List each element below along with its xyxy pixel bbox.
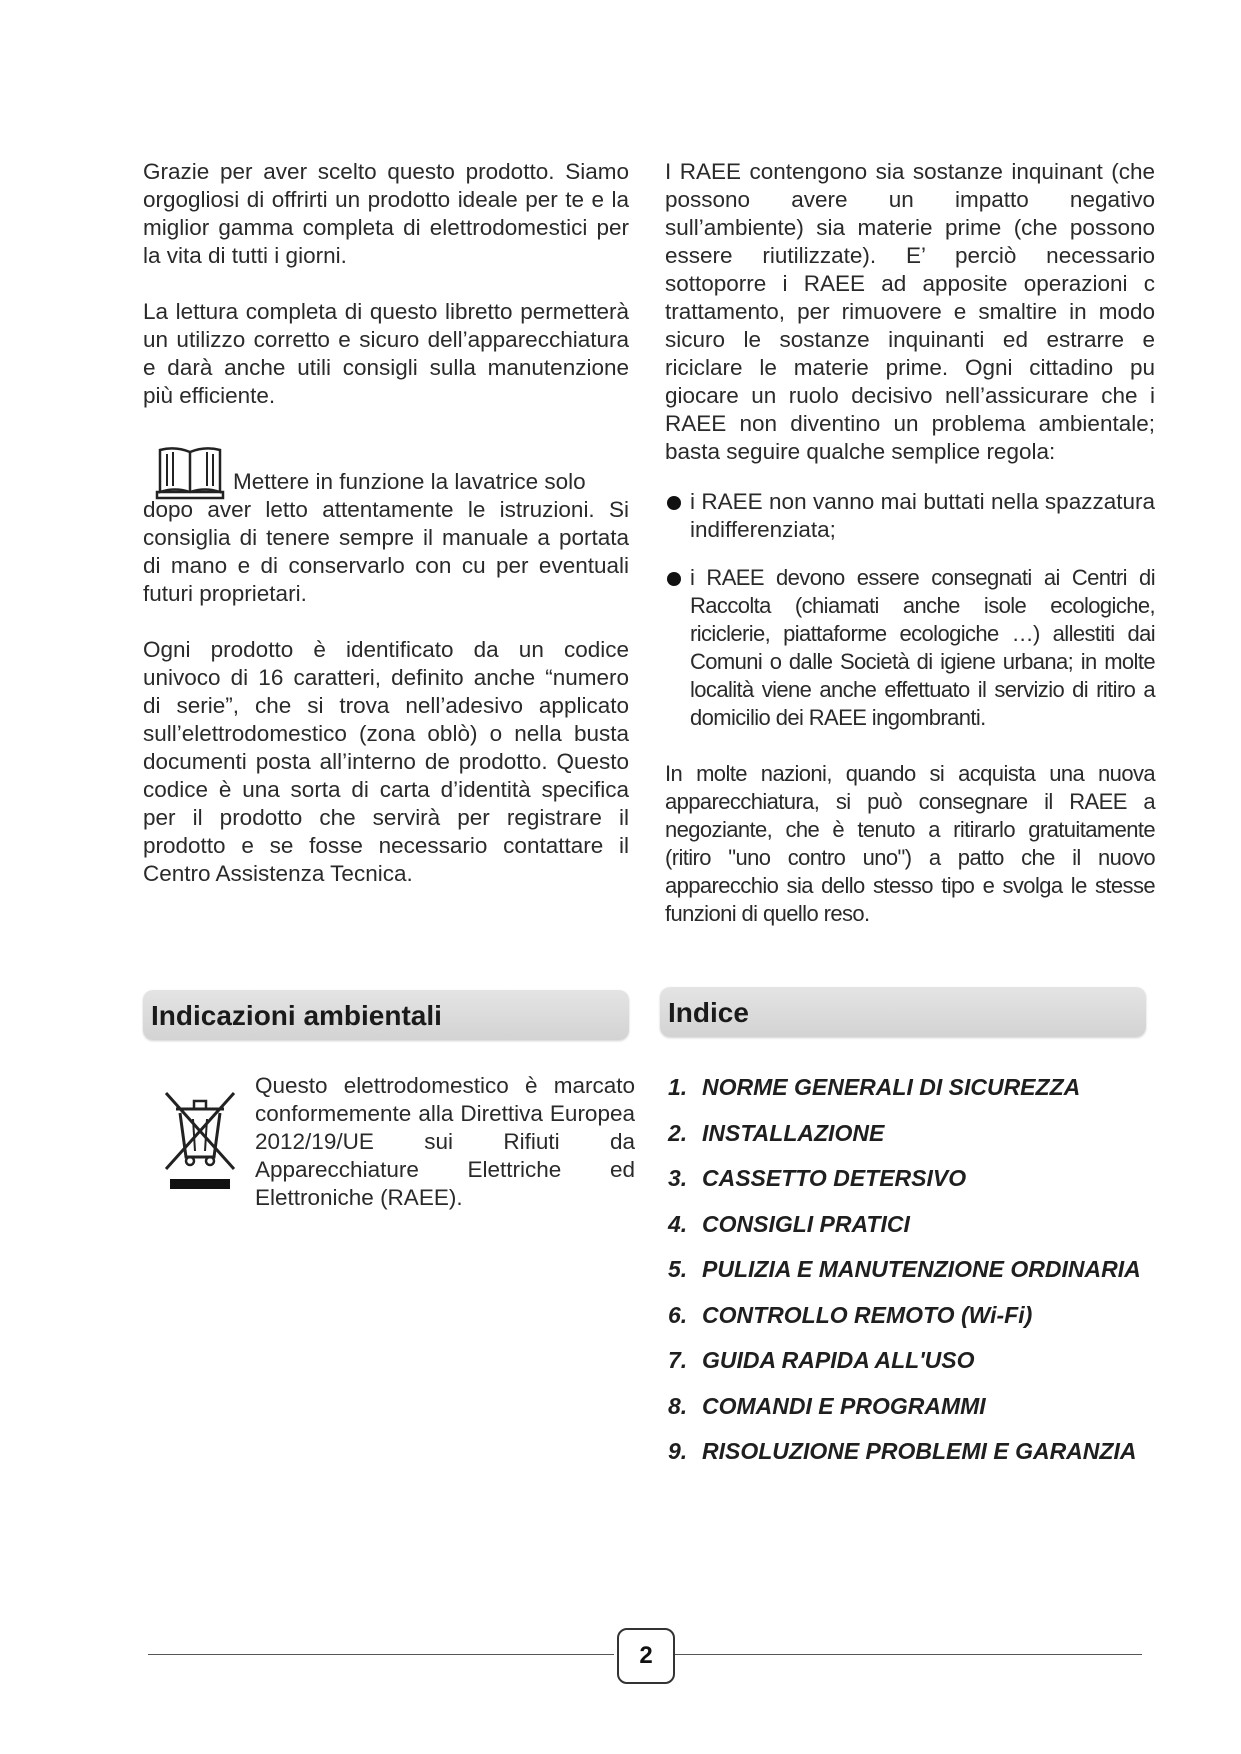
open-book-icon [155,442,225,502]
index-item[interactable]: 5. PULIZIA E MANUTENZIONE ORDINARIA [668,1256,1141,1282]
index-item[interactable]: 2. INSTALLAZIONE [668,1119,885,1146]
index-item[interactable]: 8. COMANDI E PROGRAMMI [668,1392,986,1419]
footer-divider-right [674,1654,1142,1655]
index-item[interactable]: 1. NORME GENERALI DI SICUREZZA [668,1074,1081,1100]
left-column [143,158,629,888]
bullet-item [665,564,1155,732]
bullet-text: i RAEE devono essere consegnati ai Centri di Raccolta (chiamati anche isole ecologiche, riciclerie, piattaforme ecologiche …) allestiti dai Comuni o dalle Società di igiene urbana; in molte località viene anche effettuato il servizio di ritiro a domicilio dei RAEE ingombranti. [690,565,1155,730]
crossed-bin-icon [160,1085,240,1190]
index-section-header [660,987,1146,1037]
intro-paragraph: Grazie per aver scelto questo prodotto. Siamo orgogliosi di offrirti un prodotto ideale per te e la miglior gamma completa di elettrodomestici per la vita di tutti i giorni. [143,159,629,268]
index-item[interactable]: 3. CASSETTO DETERSIVO [668,1165,967,1191]
environment-title: Indicazioni ambientali [151,1000,442,1031]
index-item[interactable]: 6. CONTROLLO REMOTO (Wi-Fi) [668,1301,1033,1328]
bullet-dot-icon [667,496,681,510]
index-list [668,1072,1158,1482]
raee-paragraph: I RAEE contengono sia sostanze inquinant (che possono avere un impatto negativo sull’ambiente) sia materie prime (che possono essere riutilizzate). E’ perciò necessario sottoporre i RAEE ad apposite operazioni c trattamento, per rimuovere e smaltire in modo sicuro le sostanze inquinanti ed estrarre e riciclare le materie prime. Ogni cittadino pu giocare un ruolo decisivo nell’assicurare che i RAEE non diventino un problema ambientale; basta seguire qualche semplice regola: [665,159,1155,464]
right-column [665,158,1155,928]
bullet-item [665,488,1155,544]
page-number: 2 [617,1628,675,1684]
manual-notice-text: dopo aver letto attentamente le istruzioni. Si consiglia di tenere sempre il manuale a portata di mano e di conservarlo con cu per eventuali futuri proprietari. [143,497,629,606]
environment-section-header [143,990,629,1040]
index-item[interactable]: 7. GUIDA RAPIDA ALL'USO [668,1347,975,1373]
index-title: Indice [668,997,749,1028]
environment-text: Questo elettrodomestico è marcato conformemente alla Direttiva Europea 2012/19/UE sui Rifiuti da Apparecchiature Elettriche ed Elettroniche (RAEE). [255,1073,635,1210]
footer-divider-left [148,1654,614,1655]
nations-paragraph: In molte nazioni, quando si acquista una nuova apparecchiatura, si può consegnare il RAEE a negoziante, che è tenuto a ritirarlo gratuitamente (ritiro "uno contro uno") a patto che il nuovo apparecchio sia dello stesso tipo e svolga le stesse funzioni di quello reso. [665,761,1155,926]
serial-number-paragraph: Ogni prodotto è identificato da un codice univoco di 16 caratteri, definito anche “numero di serie”, che si trova nell’adesivo applicato sull’elettrodomestico (zona oblò) o nella busta documenti posta all’interno de prodotto. Questo codice è una sorta di carta d’identità specifica per il prodotto che servirà per registrare il prodotto e se fosse necessario contattare il Centro Assistenza Tecnica. [143,637,629,886]
bullet-dot-icon [667,572,681,586]
index-item[interactable]: 4. CONSIGLI PRATICI [668,1210,910,1237]
manual-notice [143,468,629,608]
manual-notice-first-line: Mettere in funzione la lavatrice solo [233,469,586,494]
index-item[interactable]: 9. RISOLUZIONE PROBLEMI E GARANZIA [668,1438,1137,1464]
bullet-text: i RAEE non vanno mai buttati nella spazzatura indifferenziata; [690,489,1155,542]
reading-paragraph: La lettura completa di questo libretto permetterà un utilizzo corretto e sicuro dell’apparecchiatura e darà anche utili consigli sulla manutenzione più efficiente. [143,299,629,408]
